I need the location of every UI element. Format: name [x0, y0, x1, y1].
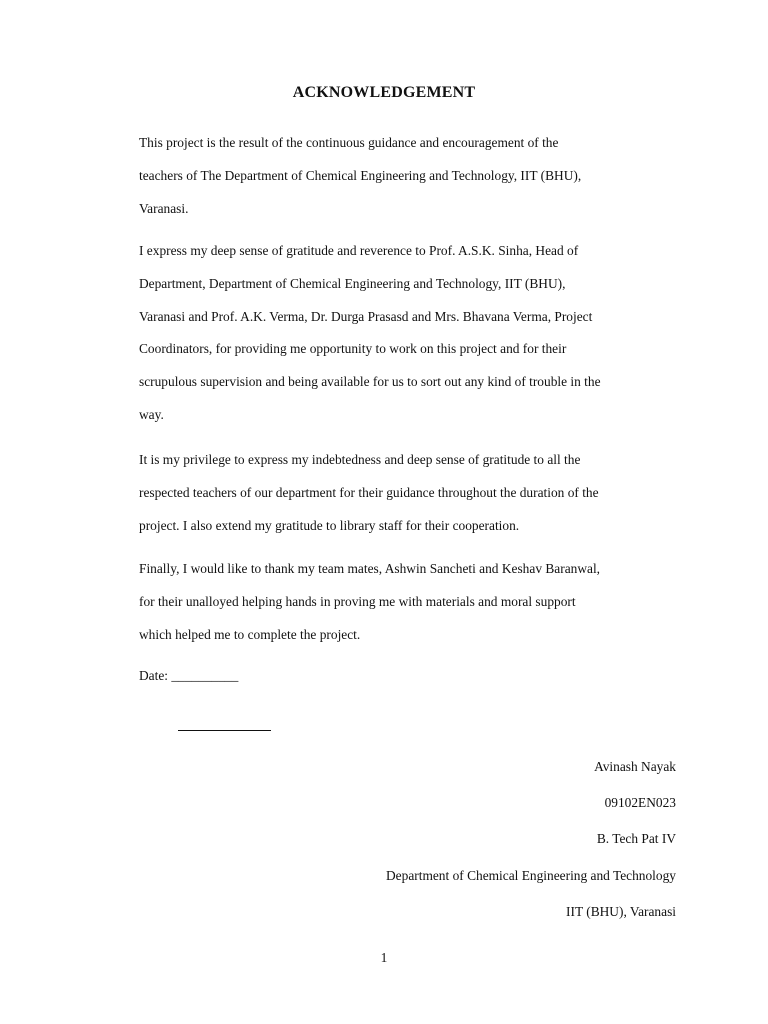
paragraph-line: way.: [139, 406, 164, 422]
paragraph-line: Varanasi.: [139, 200, 189, 216]
paragraph-4: [139, 553, 679, 651]
author-name: Avinash Nayak: [594, 759, 676, 774]
paragraph-2: [139, 235, 679, 432]
paragraph-line: respected teachers of our department for their guidance throughout the duration of the: [139, 484, 599, 500]
roll-number: 09102EN023: [604, 795, 676, 810]
paragraph-line: teachers of The Department of Chemical Engineering and Technology, IIT (BHU),: [139, 167, 582, 183]
paragraph-line: Department, Department of Chemical Engineering and Technology, IIT (BHU),: [139, 275, 566, 291]
paragraph-line: project. I also extend my gratitude to library staff for their cooperation.: [139, 517, 520, 533]
date-field: Date: __________: [139, 668, 239, 683]
paragraph-line: Coordinators, for providing me opportunity to work on this project and for their: [139, 341, 567, 357]
page-title: ACKNOWLEDGEMENT: [292, 84, 476, 101]
paragraph-3: [139, 444, 679, 542]
department: Department of Chemical Engineering and Technology: [386, 868, 676, 883]
course: B. Tech Pat IV: [596, 831, 676, 846]
paragraph-line: It is my privilege to express my indebtedness and deep sense of gratitude to all the: [139, 452, 581, 467]
institute: IIT (BHU), Varanasi: [566, 904, 676, 919]
paragraph-line: Varanasi and Prof. A.K. Verma, Dr. Durga Prasasd and Mrs. Bhavana Verma, Project: [139, 308, 593, 324]
signature-line: [178, 730, 271, 731]
paragraph-line: for their unalloyed helping hands in proving me with materials and moral support: [139, 593, 576, 609]
paragraph-line: This project is the result of the continuous guidance and encouragement of the: [139, 135, 559, 150]
paragraph-line: Finally, I would like to thank my team mates, Ashwin Sancheti and Keshav Baranwal,: [139, 561, 601, 576]
paragraph-line: which helped me to complete the project.: [139, 626, 361, 642]
paragraph-1: [139, 127, 679, 225]
page-number: 1: [380, 950, 388, 965]
paragraph-line: I express my deep sense of gratitude and reverence to Prof. A.S.K. Sinha, Head of: [139, 243, 579, 258]
paragraph-line: scrupulous supervision and being available for us to sort out any kind of trouble in the: [139, 374, 601, 390]
